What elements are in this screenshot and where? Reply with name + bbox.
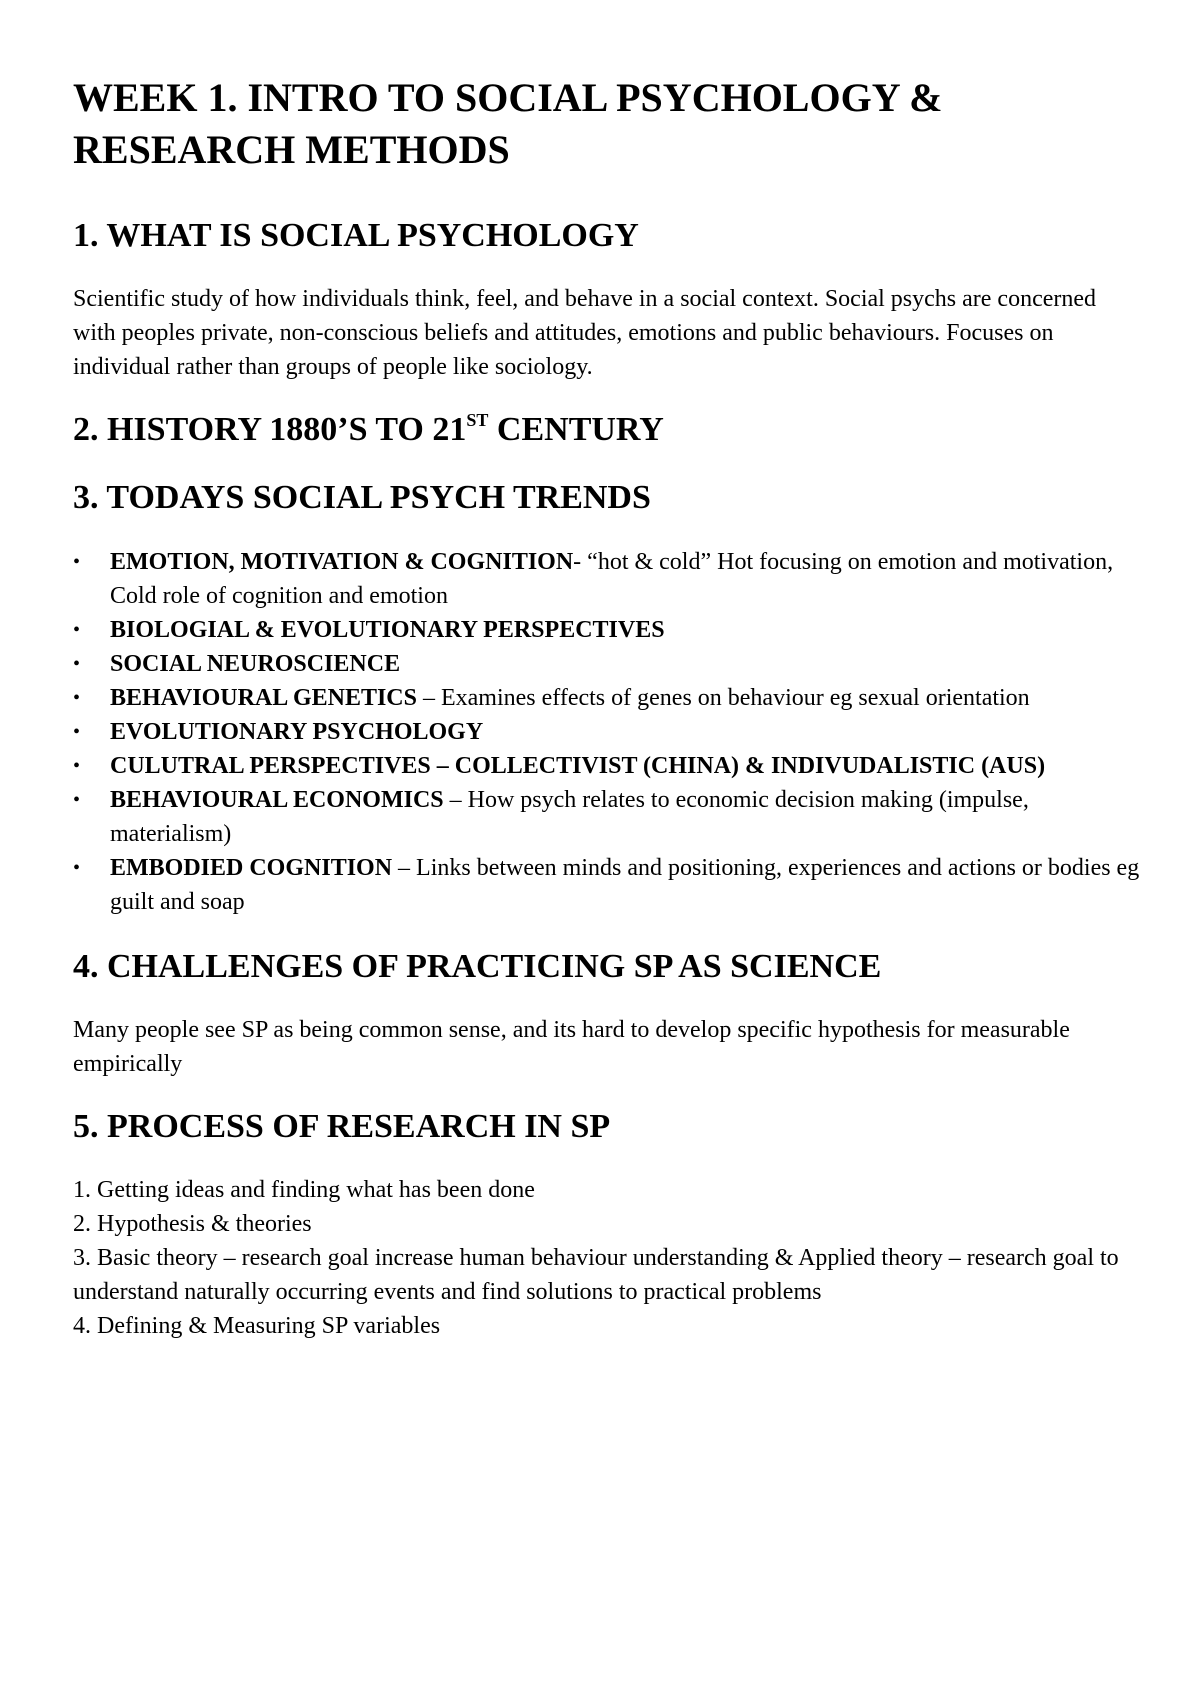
trend-title: EMOTION, MOTIVATION & COGNITION xyxy=(110,548,574,575)
bullet-icon: • xyxy=(73,788,81,811)
section-heading-trends: 3. TODAYS SOCIAL PSYCH TRENDS xyxy=(73,479,651,517)
bullet-icon: • xyxy=(73,550,81,573)
trend-title: BIOLOGIAL & EVOLUTIONARY PERSPECTIVES xyxy=(110,616,665,643)
list-item xyxy=(73,681,1143,715)
section-paragraph-challenges: Many people see SP as being common sense, and its hard to develop specific hypothesis for measurable empirically xyxy=(73,1016,1070,1077)
bullet-icon: • xyxy=(73,652,81,675)
history-heading-superscript: ST xyxy=(466,410,489,431)
list-item xyxy=(73,545,1143,613)
list-item: 1. Getting ideas and finding what has been done xyxy=(73,1176,535,1203)
document-page xyxy=(73,72,1143,1343)
trend-description: – How psych relates to economic decision making (impulse, materialism) xyxy=(110,786,1029,847)
trend-title: EMBODIED COGNITION xyxy=(110,854,393,881)
bullet-icon: • xyxy=(73,856,81,879)
list-item xyxy=(73,783,1143,851)
trend-title: EVOLUTIONARY PSYCHOLOGY xyxy=(110,718,484,745)
list-item xyxy=(73,749,1143,783)
list-item: 4. Defining & Measuring SP variables xyxy=(73,1312,441,1339)
list-item xyxy=(73,613,1143,647)
bullet-icon: • xyxy=(73,754,81,777)
section-heading-research-process: 5. PROCESS OF RESEARCH IN SP xyxy=(73,1107,611,1145)
section-heading-history xyxy=(73,408,1143,452)
list-item xyxy=(73,647,1143,681)
bullet-icon: • xyxy=(73,720,81,743)
trend-title: SOCIAL NEUROSCIENCE xyxy=(110,650,401,677)
trend-description: – Examines effects of genes on behaviour eg sexual orientation xyxy=(416,684,1030,711)
bullet-icon: • xyxy=(73,686,81,709)
section-heading-what-is-social-psychology: 1. WHAT IS SOCIAL PSYCHOLOGY xyxy=(73,217,639,254)
trend-title: CULUTRAL PERSPECTIVES – COLLECTIVIST (CHINA) & INDIVUDALISTIC (AUS) xyxy=(110,752,1046,779)
section-heading-challenges: 4. CHALLENGES OF PRACTICING SP AS SCIENCE xyxy=(73,947,882,985)
trend-description: - “hot & cold” Hot focusing on emotion and motivation, Cold role of cognition and emotion xyxy=(110,548,1114,609)
history-heading-tail: CENTURY xyxy=(488,411,664,449)
bullet-icon: • xyxy=(73,618,81,641)
trend-title: BEHAVIOURAL ECONOMICS xyxy=(110,786,444,813)
list-item xyxy=(73,851,1143,919)
list-item: 3. Basic theory – research goal increase human behaviour understanding & Applied theory – research goal to understand naturally occurring events and find solutions to practical problems xyxy=(73,1244,1119,1305)
document-title: WEEK 1. INTRO TO SOCIAL PSYCHOLOGY & RESEARCH METHODS xyxy=(73,75,943,172)
research-steps-list xyxy=(73,1173,1143,1343)
list-item xyxy=(73,715,1143,749)
trends-list xyxy=(73,545,1143,919)
history-heading-main: 2. HISTORY 1880’S TO 21 xyxy=(73,411,467,449)
trend-description: – Links between minds and positioning, experiences and actions or bodies eg guilt and soap xyxy=(110,854,1140,915)
trend-title: BEHAVIOURAL GENETICS xyxy=(110,684,417,711)
section-paragraph-definition: Scientific study of how individuals think, feel, and behave in a social context. Social psychs are concerned with peoples private, non-conscious beliefs and attitudes, emotions and public behaviours. Focuses on individual rather than groups of people like sociology. xyxy=(73,286,1097,381)
list-item: 2. Hypothesis & theories xyxy=(73,1210,312,1237)
